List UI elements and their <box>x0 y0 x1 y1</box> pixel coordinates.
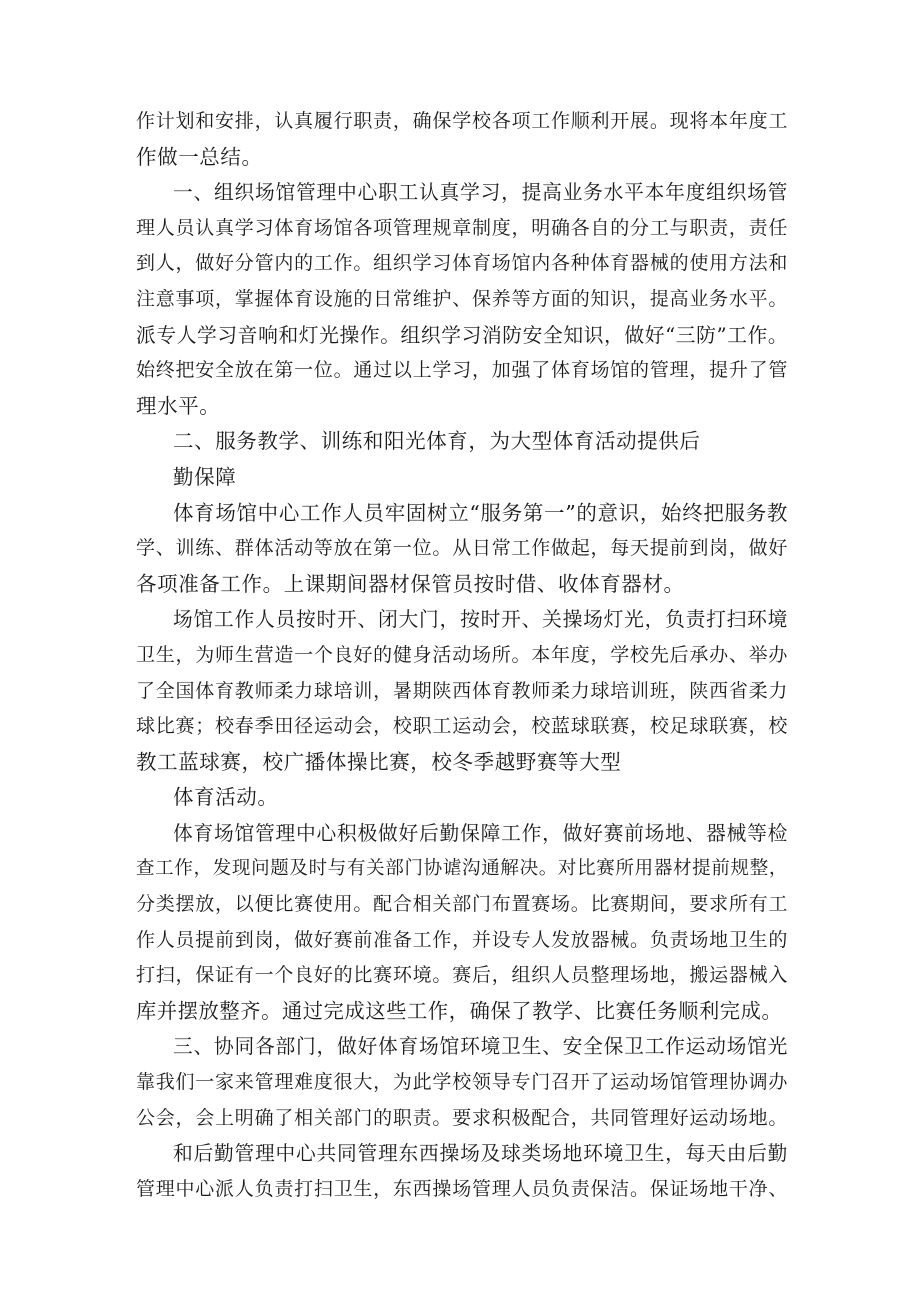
text-line: 公会，会上明确了相关部门的职责。要求积极配合，共同管理好运动场地。 <box>136 1106 788 1129</box>
text-line: 理水平。 <box>136 393 221 418</box>
text-line: 二、服务教学、训练和阳光体育，为大型体育活动提供后 <box>173 429 701 454</box>
text-line: 卫生，为师生营造一个良好的健身活动场所。本年度，学校先后承办、举办 <box>136 643 788 666</box>
text-line: 查工作，发现问题及时与有关部门协谑沟通解决。对比赛所用器材提前规整， <box>136 858 788 880</box>
text-line: 场馆工作人员按时开、闭大门，按时开、关操场灯光，负责打扫环境 <box>173 608 788 632</box>
text-line: 体育场馆管理中心积极做好后勤保障工作，做好赛前场地、器械等检 <box>173 821 788 845</box>
text-line: 打扫，保证有一个良好的比赛环境。赛后，组织人员整理场地，搬运器械入 <box>136 964 788 987</box>
text-line: 始终把安全放在第一位。通过以上学习，加强了体育场馆的管理，提升了管 <box>136 359 788 382</box>
text-line: 了全国体育教师柔力球培训，暑期陕西体育教师柔力球培训班，陕西省柔力 <box>136 679 788 702</box>
text-line: 库并摆放整齐。通过完成这些工作，确保了教学、比赛任务顺利完成。 <box>136 998 783 1023</box>
text-line: 体育场馆中心工作人员牢固树立“服务第一”的意识，始终把服务教 <box>173 500 788 525</box>
text-line: 到人，做好分管内的工作。组织学习体育场馆内各种体育器械的使用方法和 <box>136 252 788 275</box>
text-line: 体育活动。 <box>173 785 279 810</box>
text-line: 作人员提前到岗，做好赛前准备工作，并设专人发放器械。负责场地卫生的 <box>136 928 788 951</box>
text-line: 管理中心派人负责打扫卫生，东西操场管理人员负责保洁。保证场地干净、 <box>136 1177 788 1200</box>
text-line: 各项准备工作。上课期间器材保管员按时借、收体育器材。 <box>136 571 685 596</box>
document-body <box>136 104 788 1207</box>
text-line: 球比赛；校春季田径运动会，校职工运动会，校蓝球联赛，校足球联赛，校 <box>136 715 788 738</box>
text-line: 勤保障 <box>173 464 237 489</box>
text-line: 理人员认真学习体育场馆各项管理规章制度，明确各自的分工与职责，责任 <box>136 216 788 239</box>
text-line: 派专人学习音响和灯光操作。组织学习消防安全知识，做好“三防”工作。 <box>136 323 788 347</box>
text-line: 三、协同各部门，做好体育场馆环境卫生、安全保卫工作运动场馆光 <box>173 1035 788 1059</box>
text-line: 一、组织场馆管理中心职工认真学习，提高业务水平本年度组织场管 <box>173 181 788 205</box>
text-line: 靠我们一家来管理难度很大，为此学校领导专门召开了运动场馆管理协调办 <box>136 1071 788 1094</box>
text-line: 学、训练、群体活动等放在第一位。从日常工作做起，每天提前到岗，做好 <box>136 537 788 560</box>
text-line: 分类摆放，以便比赛使用。配合相关部门布置赛场。比赛期间，要求所有工 <box>136 893 788 916</box>
text-line: 作做一总结。 <box>136 144 263 169</box>
text-line: 注意事项，掌握体育设施的日常维护、保养等方面的知识，提高业务水平。 <box>136 287 788 310</box>
text-line: 教工蓝球赛，校广播体操比赛，校冬季越野赛等大型 <box>136 749 622 774</box>
text-line: 作计划和安排，认真履行职责，确保学校各项工作顺利开展。现将本年度工 <box>136 110 788 132</box>
text-line: 和后勤管理中心共同管理东西操场及球类场地环境卫生，每天由后勤 <box>173 1142 788 1166</box>
